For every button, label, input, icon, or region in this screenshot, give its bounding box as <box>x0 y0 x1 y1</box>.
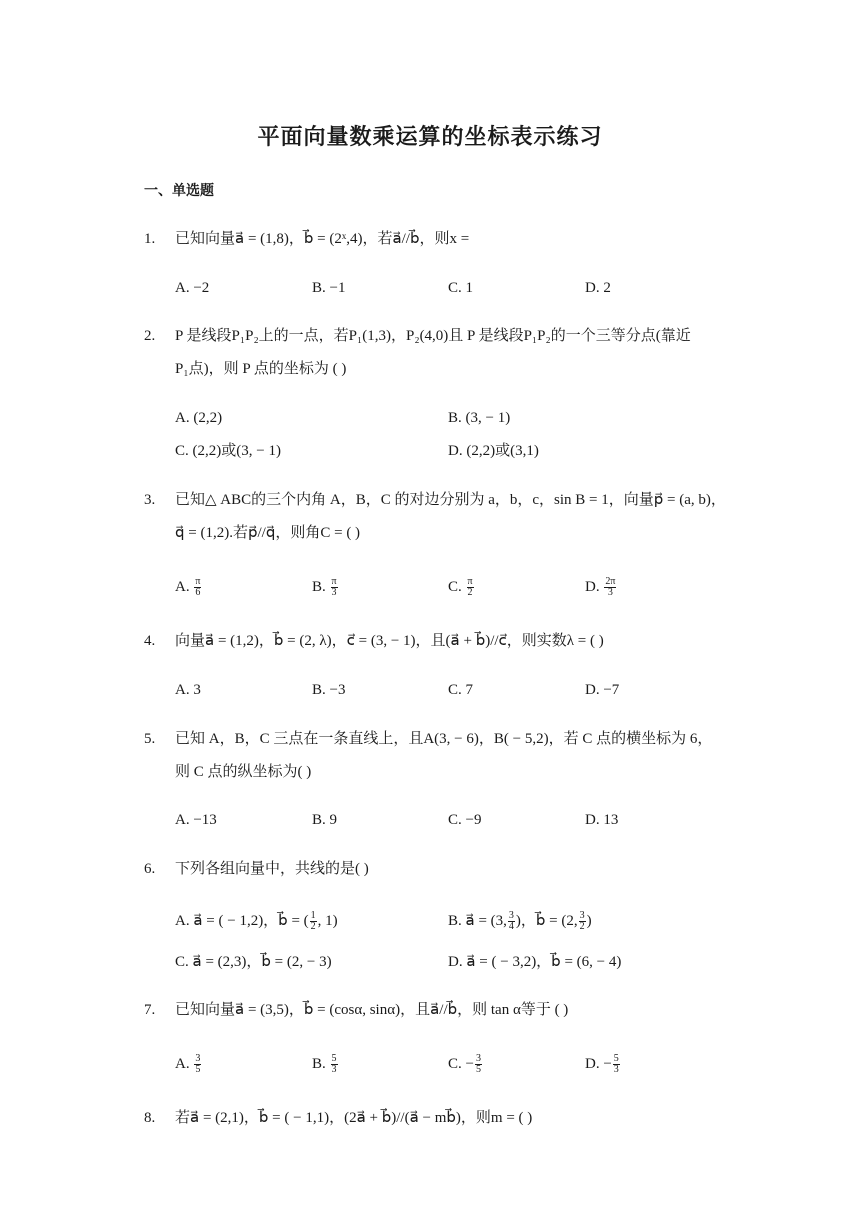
fraction: $\frac{5}{3}$ <box>331 1053 337 1076</box>
question-number: 6. <box>144 861 156 877</box>
option-d: D. − $\frac{5}{3}$ <box>585 1053 619 1076</box>
option-c: C. a⃗ = (2,3)，b⃗ = (2, − 3) <box>175 954 332 970</box>
option-d: D. (2,2)或(3,1) <box>448 443 539 459</box>
fraction: $\frac{2\pi}{3}$ <box>605 576 616 599</box>
option-d: D. 13 <box>585 812 619 828</box>
fraction: $\frac{\pi}{6}$ <box>195 576 201 599</box>
question-stem: 向量a⃗ = (1,2)，b⃗ = (2, λ)，c⃗ = (3, − 1)，且(a⃗ + b⃗)//c⃗，则实数λ = ( ) <box>175 633 604 649</box>
question-number: 2. <box>144 328 156 344</box>
option-b: B. a⃗ = (3, $\frac{3}{4}$ )，b⃗ = (2, $\frac{3}{2}$ ) <box>448 910 592 933</box>
option-a: A. a⃗ = ( − 1,2)，b⃗ = ( $\frac{1}{2}$ , 1) <box>175 910 338 933</box>
question-number: 3. <box>144 492 156 508</box>
question-stem-line-1: 已知 A，B，C 三点在一条直线上，且A(3, − 6)，B( − 5,2)，若 C 点的横坐标为 6， <box>175 731 713 747</box>
option-c: C. − $\frac{3}{5}$ <box>448 1053 481 1076</box>
option-a: A. 3 <box>175 682 201 698</box>
fraction: $\frac{5}{3}$ <box>613 1053 619 1076</box>
option-d: D. a⃗ = ( − 3,2)，b⃗ = (6, − 4) <box>448 954 622 970</box>
fraction: $\frac{3}{2}$ <box>579 910 585 933</box>
fraction: $\frac{3}{5}$ <box>195 1053 201 1076</box>
fraction: $\frac{3}{4}$ <box>508 910 514 933</box>
option-a: A. (2,2) <box>175 410 223 426</box>
question-stem-line-1: P 是线段P₁P₂上的一点，若P₁(1,3)，P₂(4,0)且 P 是线段P₁P₂的一个三等分点(靠近 <box>175 328 691 344</box>
question-number: 8. <box>144 1110 156 1126</box>
option-b: B. 9 <box>312 812 338 828</box>
question-number: 5. <box>144 731 156 747</box>
option-a: A. $\frac{\pi}{6}$ <box>175 576 201 599</box>
question-stem-line-2: 则 C 点的纵坐标为( ) <box>175 764 312 780</box>
question-stem-line-2: q⃗ = (1,2).若p⃗//q⃗，则角C = ( ) <box>175 525 361 541</box>
question-stem: 若a⃗ = (2,1)，b⃗ = ( − 1,1)，(2a⃗ + b⃗)//(a⃗ − mb⃗)，则m = ( ) <box>175 1110 533 1126</box>
question-number: 1. <box>144 231 156 247</box>
option-d: D. −7 <box>585 682 620 698</box>
option-a: A. −2 <box>175 280 210 296</box>
section-heading: 一、单选题 <box>144 183 214 199</box>
fraction: $\frac{\pi}{3}$ <box>331 576 337 599</box>
question-stem: 下列各组向量中，共线的是( ) <box>175 861 369 877</box>
option-a: A. −13 <box>175 812 217 828</box>
option-b: B. $\frac{\pi}{3}$ <box>312 576 337 599</box>
fraction: $\frac{1}{2}$ <box>310 910 316 933</box>
question-stem-line-2: P₁点)，则 P 点的坐标为 ( ) <box>175 361 347 377</box>
question-number: 7. <box>144 1002 156 1018</box>
question-stem: 已知向量a⃗ = (1,8)，b⃗ = (2ˣ,4)，若a⃗//b⃗，则x = <box>175 231 470 247</box>
question-stem: 已知向量a⃗ = (3,5)，b⃗ = (cosα, sinα)，且a⃗//b⃗，则 tan α等于 ( ) <box>175 1002 569 1018</box>
option-c: C. 1 <box>448 280 474 296</box>
fraction: $\frac{\pi}{2}$ <box>467 576 473 599</box>
page-title: 平面向量数乘运算的坐标表示练习 <box>257 125 603 150</box>
option-d: D. 2 <box>585 280 611 296</box>
option-d: D. $\frac{2\pi}{3}$ <box>585 576 616 599</box>
option-c: C. −9 <box>448 812 482 828</box>
option-b: B. (3, − 1) <box>448 410 511 426</box>
option-c: C. 7 <box>448 682 474 698</box>
fraction: $\frac{3}{5}$ <box>475 1053 481 1076</box>
question-stem-line-1: 已知△ ABC的三个内角 A，B，C 的对边分别为 a，b，c，sin B = 1，向量p⃗ = (a, b)， <box>175 492 726 508</box>
option-c: C. $\frac{\pi}{2}$ <box>448 576 473 599</box>
option-c: C. (2,2)或(3, − 1) <box>175 443 281 459</box>
option-b: B. $\frac{5}{3}$ <box>312 1053 337 1076</box>
question-number: 4. <box>144 633 156 649</box>
option-a: A. $\frac{3}{5}$ <box>175 1053 201 1076</box>
option-b: B. −3 <box>312 682 346 698</box>
option-b: B. −1 <box>312 280 346 296</box>
